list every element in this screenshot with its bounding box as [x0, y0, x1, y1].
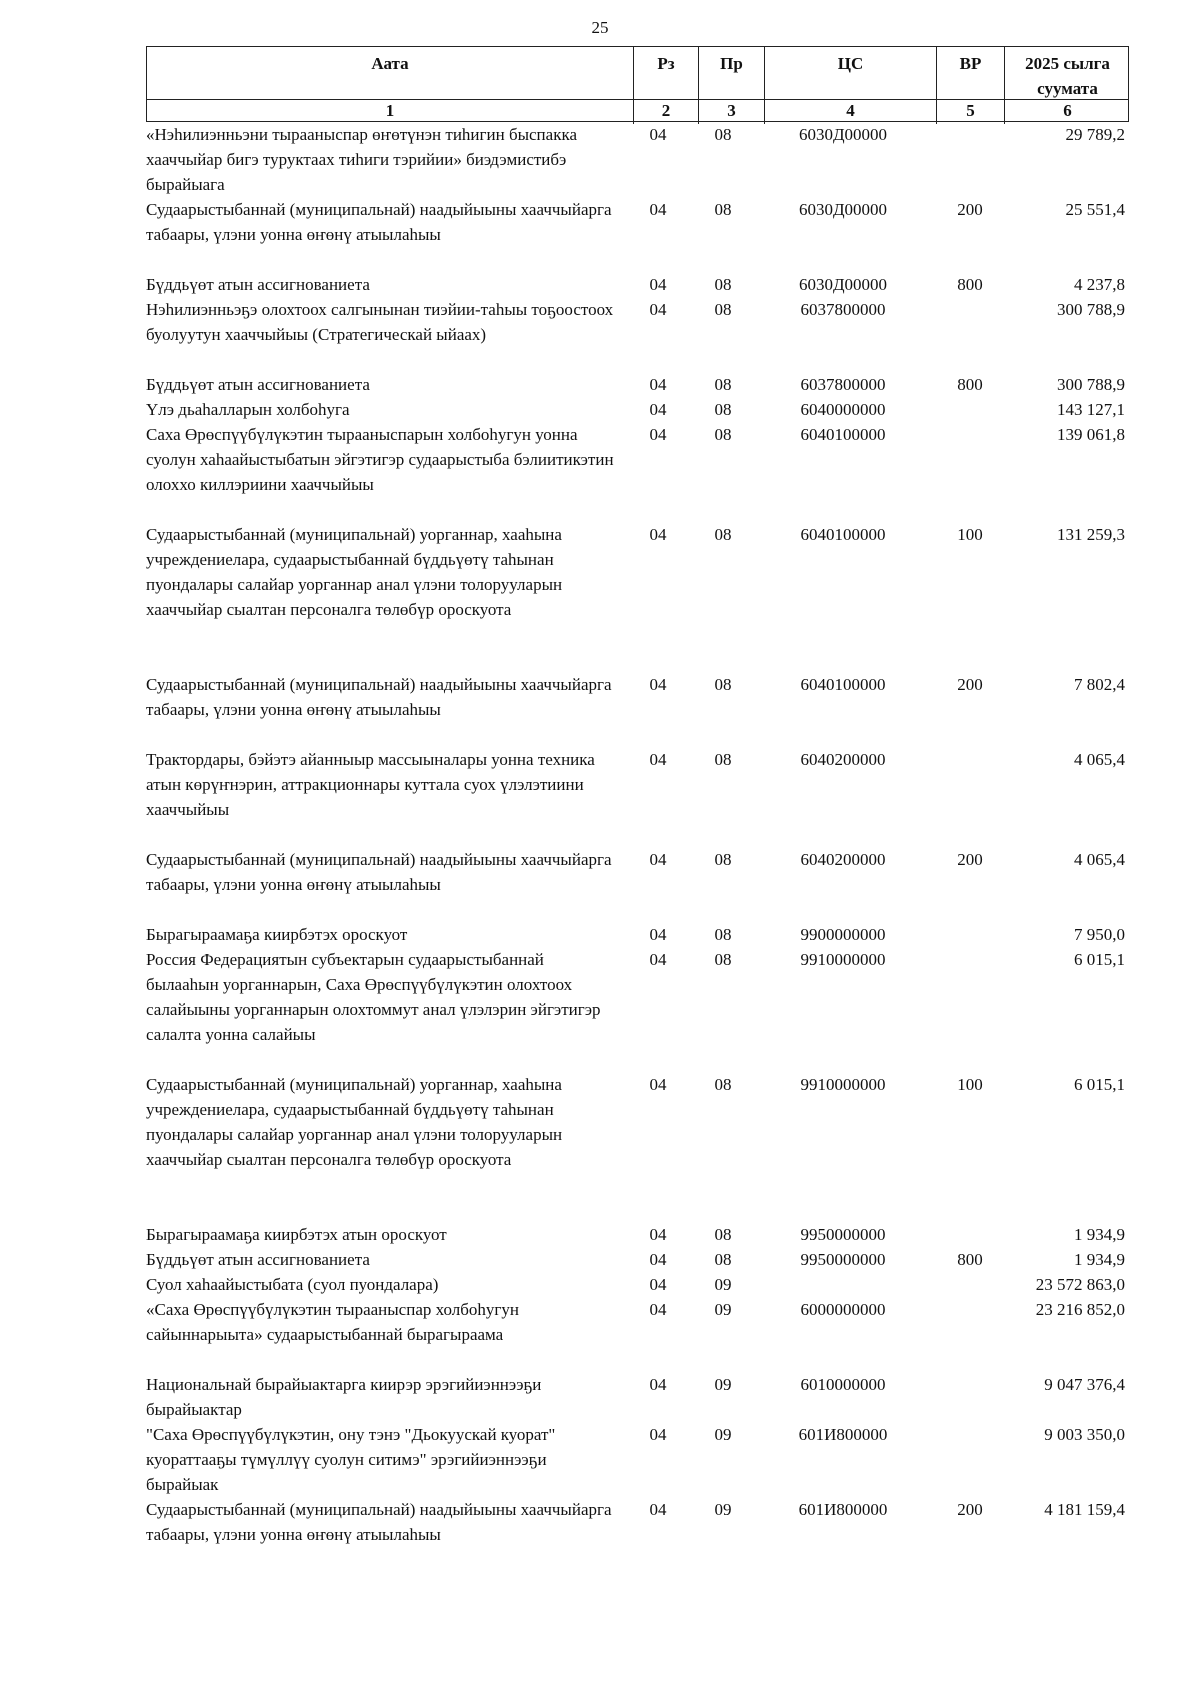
header-label: Пр [720, 54, 743, 73]
column-number-row [147, 99, 1128, 124]
column-number-cell [699, 100, 765, 124]
header-cell-sum [1005, 47, 1130, 99]
column-number: 2 [661, 101, 671, 120]
table-row [146, 1072, 1129, 1222]
row-pr: 09 [714, 1300, 732, 1319]
row-sum: 300 788,9 [1057, 375, 1125, 394]
row-pr: 08 [714, 675, 732, 694]
row-rz: 04 [649, 950, 667, 969]
table-row [146, 197, 1129, 272]
header-label: ВР [959, 54, 982, 73]
row-sum: 9 047 376,4 [1044, 1375, 1125, 1394]
row-sum: 4 181 159,4 [1044, 1500, 1125, 1519]
row-cs: 6000000000 [800, 1300, 886, 1319]
row-cs: 6040100000 [800, 675, 886, 694]
row-cs: 9910000000 [800, 1075, 886, 1094]
row-name: Россия Федерациятын субъектарын судаарыстыбаннай былааһын уорганнарын, Саха Өрөспүүбүлүкэтин олохтоох салайыыны уорганнарын олохтоммут анал үлэлэрин эйгэтигэр салалта уонна салайыы [146, 950, 601, 1044]
row-cs: 6037800000 [800, 300, 886, 319]
row-name: "Саха Өрөспүүбүлүкэтин, ону тэнэ "Дьокуускай куорат" куораттааҕы түмүллүү суолун ситимэ" эрэгийиэннээҕи бырайыак [146, 1425, 556, 1494]
row-rz: 04 [649, 375, 667, 394]
row-cs: 9950000000 [800, 1225, 886, 1244]
row-cs: 6040000000 [800, 400, 886, 419]
row-pr: 08 [714, 425, 732, 444]
column-number: 3 [727, 101, 736, 120]
table-row [146, 272, 1129, 297]
row-sum: 6 015,1 [1074, 950, 1125, 969]
row-name: Судаарыстыбаннай (муниципальнай) наадыйыыны хааччыйарга табаары, үлэни уонна өҥөнү атыылаһыы [146, 200, 612, 244]
row-pr: 08 [714, 750, 732, 769]
row-pr: 08 [714, 375, 732, 394]
row-rz: 04 [649, 1275, 667, 1294]
row-rz: 04 [649, 1425, 667, 1444]
header-label: ЦС [837, 54, 864, 73]
table-row [146, 922, 1129, 947]
column-number-cell [765, 100, 937, 124]
row-sum: 4 237,8 [1074, 275, 1125, 294]
table-row [146, 372, 1129, 397]
header-cell-vr [937, 47, 1005, 99]
column-number-cell [147, 100, 634, 124]
row-name: Судаарыстыбаннай (муниципальнай) наадыйыыны хааччыйарга табаары, үлэни уонна өҥөнү атыылаһыы [146, 1500, 612, 1544]
row-cs: 601И800000 [798, 1425, 888, 1444]
table-row [146, 297, 1129, 372]
row-name: Үлэ дьаһалларын холбоһуга [146, 400, 350, 419]
row-pr: 08 [714, 1225, 732, 1244]
row-cs: 9900000000 [800, 925, 886, 944]
row-cs: 6010000000 [800, 1375, 886, 1394]
column-number-cell [634, 100, 699, 124]
row-cs: 6030Д00000 [798, 200, 888, 219]
row-cs: 6040200000 [800, 850, 886, 869]
row-rz: 04 [649, 125, 667, 144]
row-rz: 04 [649, 200, 667, 219]
row-cs: 9950000000 [800, 1250, 886, 1269]
row-rz: 04 [649, 300, 667, 319]
row-sum: 25 551,4 [1065, 200, 1125, 219]
row-vr: 800 [957, 375, 983, 394]
row-cs: 9910000000 [800, 950, 886, 969]
row-pr: 08 [714, 300, 732, 319]
table-row [146, 1372, 1129, 1422]
header-cell-pr [699, 47, 765, 99]
table-row [146, 422, 1129, 522]
row-rz: 04 [649, 1300, 667, 1319]
row-pr: 08 [714, 925, 732, 944]
table-row [146, 1422, 1129, 1497]
column-number-cell [1005, 100, 1130, 124]
row-name: «Нэһилиэнньэни тырааныспар өҥөтүнэн тиһигин быспакка хааччыйар бигэ туруктаах тиһиги тэрийии» биэдэмистибэ бырайыага [146, 125, 578, 194]
table-row [146, 1497, 1129, 1547]
row-name: Нэһилиэнньэҕэ олохтоох салгынынан тиэйии-таһыы тоҕоостоох буолуутун хааччыйыы (Стратегическай ыйаах) [146, 300, 614, 344]
column-number: 6 [1063, 101, 1072, 120]
row-cs: 601И800000 [798, 1500, 888, 1519]
row-name: Национальнай бырайыактарга киирэр эрэгийиэннээҕи бырайыактар [146, 1375, 542, 1419]
row-name: Бырагыраамаҕа киирбэтэх ороскуот [146, 925, 408, 944]
row-cs: 6030Д00000 [798, 275, 888, 294]
row-cs: 6040100000 [800, 425, 886, 444]
row-pr: 08 [714, 200, 732, 219]
row-name: Суол хаһаайыстыбата (суол пуондалара) [146, 1275, 439, 1294]
table-row [146, 947, 1129, 1072]
row-rz: 04 [649, 1075, 667, 1094]
column-number: 1 [385, 101, 395, 120]
header-label: Рз [657, 54, 675, 73]
row-sum: 9 003 350,0 [1044, 1425, 1125, 1444]
row-sum: 7 950,0 [1074, 925, 1125, 944]
row-vr: 100 [957, 525, 983, 544]
row-name: Трактордары, бэйэтэ айанныыр массыыналары уонна техника атын көрүҥнэрин, аттракционнары куттала суох үлэлэтиини хааччыйыы [146, 750, 595, 819]
row-sum: 300 788,9 [1057, 300, 1125, 319]
row-name: Бырагыраамаҕа киирбэтэх атын ороскуот [146, 1225, 447, 1244]
header-cell-rz [634, 47, 699, 99]
row-rz: 04 [649, 750, 667, 769]
row-vr: 800 [957, 275, 983, 294]
row-name: Судаарыстыбаннай (муниципальнай) уорганнар, хааһына учреждениелара, судаарыстыбаннай бүддьүөтү таһынан пуондалары салайар уорганнар анал үлэни толорууларын хааччыйар сыалтан персоналга төлөбүр ороскуота [146, 525, 563, 619]
row-rz: 04 [649, 525, 667, 544]
row-pr: 08 [714, 1250, 732, 1269]
row-vr: 200 [957, 200, 983, 219]
row-vr: 100 [957, 1075, 983, 1094]
row-pr: 08 [714, 125, 732, 144]
row-rz: 04 [649, 1250, 667, 1269]
column-number: 5 [966, 101, 975, 120]
row-sum: 29 789,2 [1065, 125, 1125, 144]
column-number: 4 [846, 101, 855, 120]
row-cs: 6030Д00000 [798, 125, 888, 144]
row-pr: 09 [714, 1275, 732, 1294]
column-number-cell [937, 100, 1005, 124]
row-rz: 04 [649, 675, 667, 694]
page-number: 25 [591, 18, 609, 37]
table-row [146, 122, 1129, 197]
table-body [146, 122, 1129, 1547]
row-pr: 09 [714, 1425, 732, 1444]
table-row [146, 672, 1129, 747]
row-cs: 6040200000 [800, 750, 886, 769]
row-pr: 09 [714, 1500, 732, 1519]
row-sum: 23 572 863,0 [1035, 1275, 1125, 1294]
row-name: Судаарыстыбаннай (муниципальнай) наадыйыыны хааччыйарга табаары, үлэни уонна өҥөнү атыылаһыы [146, 850, 612, 894]
table-row [146, 1297, 1129, 1372]
row-vr: 200 [957, 850, 983, 869]
row-cs: 6037800000 [800, 375, 886, 394]
row-sum: 6 015,1 [1074, 1075, 1125, 1094]
table-row [146, 397, 1129, 422]
row-rz: 04 [649, 925, 667, 944]
row-name: Бүддьүөт атын ассигнованиета [146, 275, 370, 294]
row-pr: 08 [714, 950, 732, 969]
row-pr: 08 [714, 275, 732, 294]
row-pr: 08 [714, 1075, 732, 1094]
row-name: Судаарыстыбаннай (муниципальнай) наадыйыыны хааччыйарга табаары, үлэни уонна өҥөнү атыылаһыы [146, 675, 612, 719]
row-rz: 04 [649, 1225, 667, 1244]
table-row [146, 1222, 1129, 1247]
header-label: Аата [371, 54, 409, 73]
row-sum: 23 216 852,0 [1035, 1300, 1125, 1319]
row-cs: 6040100000 [800, 525, 886, 544]
table-row [146, 1247, 1129, 1272]
row-pr: 08 [714, 400, 732, 419]
row-rz: 04 [649, 850, 667, 869]
row-sum: 139 061,8 [1057, 425, 1125, 444]
row-sum: 1 934,9 [1074, 1225, 1125, 1244]
row-pr: 08 [714, 850, 732, 869]
row-rz: 04 [649, 1500, 667, 1519]
row-rz: 04 [649, 400, 667, 419]
row-sum: 7 802,4 [1074, 675, 1125, 694]
table-row [146, 847, 1129, 922]
table-row [146, 1272, 1129, 1297]
header-cell-name [147, 47, 634, 99]
header-label: 2025 сылга суумата [1025, 54, 1110, 98]
row-name: Судаарыстыбаннай (муниципальнай) уорганнар, хааһына учреждениелара, судаарыстыбаннай бүддьүөтү таһынан пуондалары салайар уорганнар анал үлэни толорууларын хааччыйар сыалтан персоналга төлөбүр ороскуота [146, 1075, 563, 1169]
row-rz: 04 [649, 1375, 667, 1394]
row-vr: 200 [957, 1500, 983, 1519]
header-row [147, 47, 1128, 99]
row-name: Бүддьүөт атын ассигнованиета [146, 375, 370, 394]
row-vr: 200 [957, 675, 983, 694]
row-sum: 131 259,3 [1057, 525, 1125, 544]
table-row [146, 522, 1129, 672]
row-name: «Саха Өрөспүүбүлүкэтин тырааныспар холбоһугун сайыннарыыта» судаарыстыбаннай бырагыраама [146, 1300, 519, 1344]
table-row [146, 747, 1129, 847]
row-name: Бүддьүөт атын ассигнованиета [146, 1250, 370, 1269]
row-vr: 800 [957, 1250, 983, 1269]
row-pr: 09 [714, 1375, 732, 1394]
row-rz: 04 [649, 425, 667, 444]
row-name: Саха Өрөспүүбүлүкэтин тырааныспарын холбоһугун уонна суолун хаһаайыстыбатын эйгэтигэр судаарыстыба бэлиитикэтин олоххо киллэриини хааччыйыы [146, 425, 614, 494]
row-sum: 1 934,9 [1074, 1250, 1125, 1269]
row-sum: 4 065,4 [1074, 750, 1125, 769]
table-header [146, 46, 1129, 122]
row-pr: 08 [714, 525, 732, 544]
row-sum: 4 065,4 [1074, 850, 1125, 869]
header-cell-cs [765, 47, 937, 99]
row-rz: 04 [649, 275, 667, 294]
row-sum: 143 127,1 [1057, 400, 1125, 419]
